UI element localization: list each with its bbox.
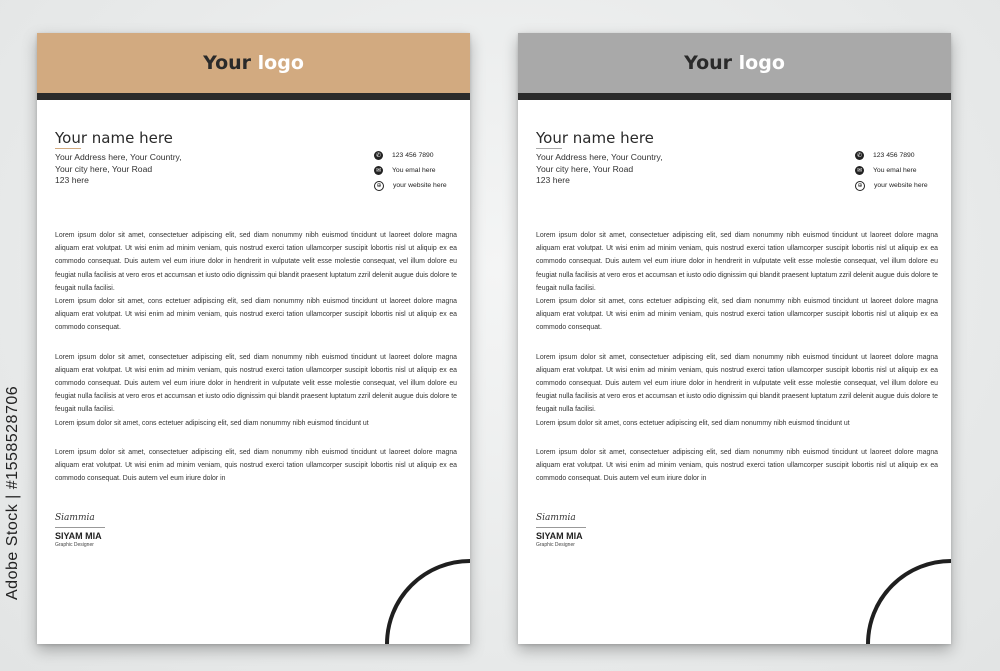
body-paragraph: Lorem ipsum dolor sit amet, consectetuer adipiscing elit, sed diam nonummy nibh euismod tincidunt ut laoreet dolore magna aliquam erat volutpat. Ut wisi enim ad minim veniam, quis nostrud exerci tation ullamcorper suscipit lobortis nisl ut aliquip ex ea commodo consequat. Duis autem vel eum iriure dolor in hendrerit in vulputate velit esse molestie consequat, vel illum dolore eu feugiat nulla facilisis at vero eros et accumsan et iusto odio dignissim qui blandit praesent luptatum zzril delenit augue duis dolore te feugait nulla facilisi.	[536, 232, 938, 292]
logo-word-logo: logo	[738, 52, 785, 74]
body-paragraph: Lorem ipsum dolor sit amet, cons ectetuer adipiscing elit, sed diam nonummy nibh euismod tincidunt ut	[536, 419, 850, 427]
body-paragraph: Lorem ipsum dolor sit amet, consectetuer adipiscing elit, sed diam nonummy nibh euismod tincidunt ut laoreet dolore magna aliquam erat volutpat. Ut wisi enim ad minim veniam, quis nostrud exerci tation ullamcorper suscipit lobortis nisl ut aliquip ex ea commodo consequat. Duis autem vel eum iriure dolor in hendrerit in vulputate velit esse molestie consequat, vel illum dolore eu feugiat nulla facilisis at vero eros et accumsan et iusto odio dignissim qui blandit praesent luptatum zzril delenit augue duis dolore te feugait nulla facilisi.	[55, 353, 457, 414]
address-line: Your Address here, Your Country,	[55, 152, 182, 162]
contact-email	[374, 163, 447, 178]
body-paragraph: Lorem ipsum dolor sit amet, cons ectetuer adipiscing elit, sed diam nonummy nibh euismod tincidunt ut	[55, 419, 369, 427]
contact-phone	[855, 148, 928, 163]
phone-icon: ✆	[375, 152, 382, 159]
signer-role: Graphic Designer	[55, 542, 94, 548]
address-line: 123 here	[55, 175, 89, 185]
logo-word-your: Your	[203, 52, 252, 74]
phone-icon: ✆	[856, 152, 863, 159]
website-text: your website here	[874, 182, 928, 189]
sender-name: Your name here	[55, 129, 173, 147]
address-line: Your city here, Your Road	[536, 163, 634, 174]
phone-text: 123 456 7890	[392, 152, 434, 159]
signer-name: SIYAM MIA	[55, 531, 102, 541]
contact-website	[855, 178, 928, 193]
header-stripe	[518, 93, 951, 100]
sender-name: Your name here	[536, 129, 654, 147]
stock-watermark-text: Adobe Stock | #1558528706	[4, 385, 21, 600]
contact-email	[855, 163, 928, 178]
signature-script: Siammia	[536, 513, 576, 523]
decorative-arc	[385, 559, 470, 644]
logo-word-logo: logo	[257, 52, 304, 74]
email-text: You emal here	[873, 167, 917, 174]
header-stripe	[37, 93, 470, 100]
signature-line	[55, 527, 105, 528]
logo-text	[684, 52, 785, 74]
letterhead-sheet-gray	[518, 33, 951, 644]
body-paragraph: Lorem ipsum dolor sit amet, consectetuer adipiscing elit, sed diam nonummy nibh euismod tincidunt ut laoreet dolore magna aliquam erat volutpat. Ut wisi enim ad minim veniam, quis nostrud exerci tation ullamcorper suscipit lobortis nisl ut aliquip ex ea commodo consequat. Duis autem vel eum iriure dolor in hendrerit in vulputate velit esse molestie consequat, vel illum dolore eu feugiat nulla facilisis at vero eros et accumsan et iusto odio dignissim qui blandit praesent luptatum zzril delenit augue duis dolore te feugait nulla facilisi.	[55, 232, 457, 292]
letter-body	[536, 229, 938, 485]
header-band	[518, 33, 951, 93]
email-text: You emal here	[392, 167, 436, 174]
body-paragraph: Lorem ipsum dolor sit amet, cons ectetuer adipiscing elit, sed diam nonummy nibh euismod tincidunt ut laoreet dolore magna aliquam erat volutpat. Ut wisi enim ad minim veniam, quis nostrud exerci tation ullamcorper suscipit lobortis nisl ut aliquip ex ea commodo consequat.	[536, 298, 938, 332]
signature-line	[536, 527, 586, 528]
letter-body	[55, 229, 457, 485]
sender-address	[536, 152, 663, 187]
header-band	[37, 33, 470, 93]
contact-website	[374, 178, 447, 193]
globe-icon: ⊕	[374, 181, 384, 191]
address-line: Your Address here, Your Country,	[536, 152, 663, 162]
contact-block	[374, 148, 447, 193]
email-icon: ✉	[375, 167, 382, 174]
website-text: your website here	[393, 182, 447, 189]
globe-icon: ⊕	[855, 181, 865, 191]
body-paragraph: Lorem ipsum dolor sit amet, consectetuer adipiscing elit, sed diam nonummy nibh euismod tincidunt ut laoreet dolore magna aliquam erat volutpat. Ut wisi enim ad minim veniam, quis nostrud exerci tation ullamcorper suscipit lobortis nisl ut aliquip ex ea commodo consequat. Duis autem vel eum iriure dolor in	[55, 448, 457, 483]
name-underline	[55, 148, 81, 149]
address-line: Your city here, Your Road	[55, 163, 153, 174]
signature-script: Siammia	[55, 513, 95, 523]
name-underline	[536, 148, 562, 149]
body-paragraph: Lorem ipsum dolor sit amet, consectetuer adipiscing elit, sed diam nonummy nibh euismod tincidunt ut laoreet dolore magna aliquam erat volutpat. Ut wisi enim ad minim veniam, quis nostrud exerci tation ullamcorper suscipit lobortis nisl ut aliquip ex ea commodo consequat. Duis autem vel eum iriure dolor in hendrerit in vulputate velit esse molestie consequat, vel illum dolore eu feugiat nulla facilisis at vero eros et accumsan et iusto odio dignissim qui blandit praesent luptatum zzril delenit augue duis dolore te feugait nulla facilisi.	[536, 353, 938, 414]
contact-phone	[374, 148, 447, 163]
contact-block	[855, 148, 928, 193]
signer-name: SIYAM MIA	[536, 531, 583, 541]
body-paragraph: Lorem ipsum dolor sit amet, cons ectetuer adipiscing elit, sed diam nonummy nibh euismod tincidunt ut laoreet dolore magna aliquam erat volutpat. Ut wisi enim ad minim veniam, quis nostrud exerci tation ullamcorper suscipit lobortis nisl ut aliquip ex ea commodo consequat.	[55, 298, 457, 332]
decorative-arc	[866, 559, 951, 644]
signer-role: Graphic Designer	[536, 542, 575, 548]
email-icon: ✉	[856, 167, 863, 174]
phone-text: 123 456 7890	[873, 152, 915, 159]
address-line: 123 here	[536, 175, 570, 185]
letterhead-sheet-beige	[37, 33, 470, 644]
logo-text	[203, 52, 304, 74]
body-paragraph: Lorem ipsum dolor sit amet, consectetuer adipiscing elit, sed diam nonummy nibh euismod tincidunt ut laoreet dolore magna aliquam erat volutpat. Ut wisi enim ad minim veniam, quis nostrud exerci tation ullamcorper suscipit lobortis nisl ut aliquip ex ea commodo consequat. Duis autem vel eum iriure dolor in	[536, 448, 938, 483]
sender-address	[55, 152, 182, 187]
logo-word-your: Your	[684, 52, 733, 74]
